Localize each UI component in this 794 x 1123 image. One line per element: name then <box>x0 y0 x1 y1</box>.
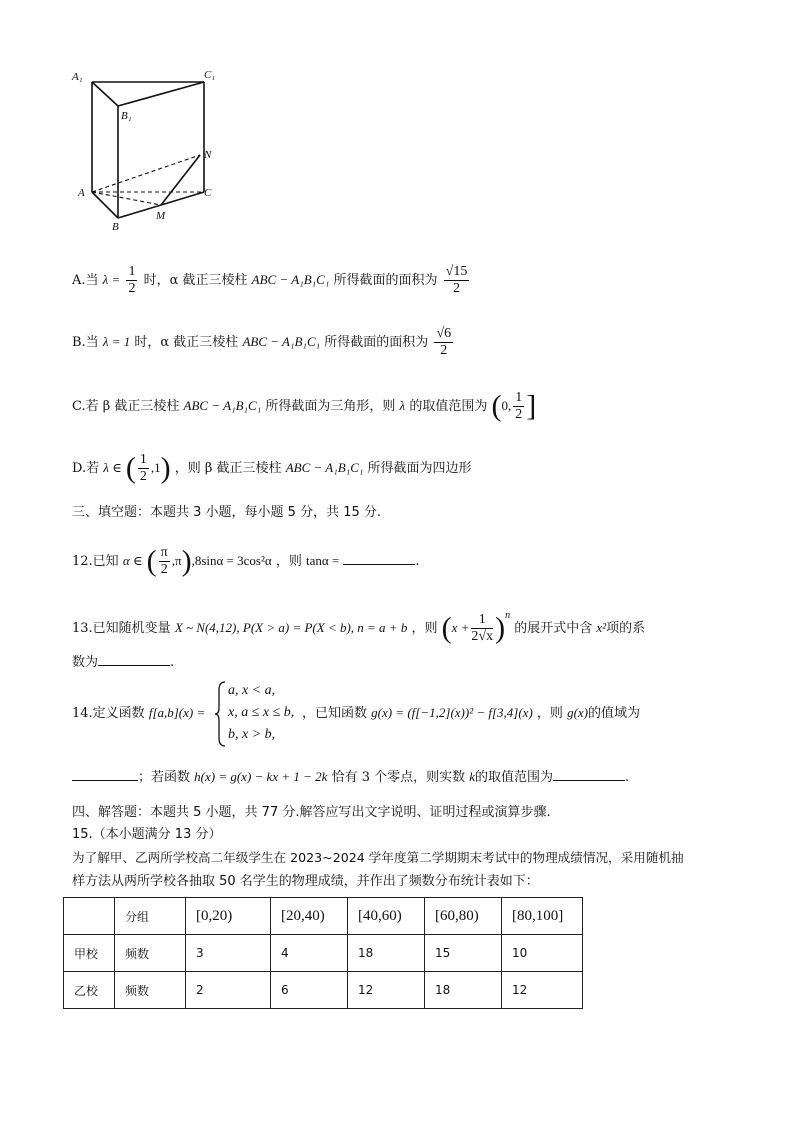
q14-line2a: ；若函数 <box>138 770 191 785</box>
q14-line2c: 的取值范围为 <box>475 770 554 785</box>
option-a-prism: ABC − A₁B₁C₁ <box>251 272 330 287</box>
q14-end: . <box>625 770 630 785</box>
q14-line2b: 恰有 3 个零点，则实数 <box>331 770 466 785</box>
q13-expr: X ~ N(4,12), P(X > a) = P(X < b), n = a + b <box>174 620 408 635</box>
option-d-close: ) <box>160 451 171 485</box>
option-c-lambda: λ <box>399 398 406 413</box>
option-b-answer: $\frac{√6}{2}$ <box>436 326 452 358</box>
q12-pi-right: ,π <box>171 553 182 568</box>
option-c-open: ( <box>491 389 502 423</box>
table-cell: 频数 <box>115 972 186 1009</box>
table-cell: 12 <box>348 972 425 1009</box>
option-b-prefix: B.当 <box>72 335 99 350</box>
q13-answer-blank[interactable] <box>98 651 170 666</box>
option-d-cond: λ ∈ <box>103 460 122 475</box>
option-c-prefix: C.若 β 截正三棱柱 <box>72 399 180 414</box>
table-cell: [80,100] <box>502 898 583 935</box>
q14-answer-blank-2[interactable] <box>553 766 625 781</box>
table-cell <box>64 898 115 935</box>
table-cell: 15 <box>425 935 502 972</box>
frequency-table <box>63 897 583 1009</box>
table-cell: 2 <box>186 972 271 1009</box>
q14-case2: x, a ≤ x ≤ b, <box>228 705 295 720</box>
option-b-cond: λ = 1 <box>102 334 131 349</box>
label-A1: A₁ <box>72 71 83 83</box>
q12-end: . <box>415 554 420 569</box>
q14-case3: b, x > b, <box>228 727 276 742</box>
q14-gdef: g(x) = (f[−1,2](x))² − f[3,4](x) <box>371 705 533 720</box>
table-cell: 6 <box>271 972 348 1009</box>
table-cell: [60,80) <box>425 898 502 935</box>
q13-term: x² <box>596 620 607 635</box>
option-a-answer: $\frac{√15}{2}$ <box>445 264 468 296</box>
q13-prefix: 13.已知随机变量 <box>72 621 171 636</box>
option-b-mid: 时，α 截正三棱柱 <box>134 335 239 350</box>
table-cell: 乙校 <box>64 972 115 1009</box>
option-a-frac: $\frac{1}{2}$ <box>128 264 136 296</box>
q13-open: ( <box>441 611 452 645</box>
q14-hdef: h(x) = g(x) − kx + 1 − 2k <box>194 769 328 784</box>
option-b-tail: 所得截面的面积为 <box>324 335 429 350</box>
option-d-prism: ABC − A₁B₁C₁ <box>285 460 364 475</box>
q15-title: 15.（本小题满分 13 分） <box>72 827 222 842</box>
table-cell: 4 <box>271 935 348 972</box>
q12-close: ) <box>181 544 192 578</box>
question-14 <box>72 703 205 724</box>
table-cell: 10 <box>502 935 583 972</box>
table-cell: 18 <box>425 972 502 1009</box>
option-a <box>72 264 471 297</box>
label-C1: C₁ <box>204 69 216 81</box>
q15-body-1: 为了解甲、乙两所学校高二年级学生在 2023~2024 学年度第二学期期末考试中的物理成绩情况，采用随机抽 <box>72 850 684 865</box>
option-a-mid: 时，α 截正三棱柱 <box>143 273 248 288</box>
label-M: M <box>156 210 166 222</box>
option-b <box>72 326 455 359</box>
question-13 <box>72 606 645 645</box>
q12-ask: tanα = <box>305 553 340 568</box>
section-3-heading: 三、填空题：本题共 3 小题，每小题 5 分，共 15 分. <box>72 505 382 520</box>
option-c-prism: ABC − A₁B₁C₁ <box>183 398 262 413</box>
table-cell: [0,20) <box>186 898 271 935</box>
q13-end: . <box>170 655 175 670</box>
q14-prefix: 14.定义函数 <box>72 706 145 721</box>
q14-answer-blank-1[interactable] <box>72 766 138 781</box>
q14-mid: ，已知函数 <box>302 706 368 721</box>
q13-mid: ，则 <box>411 621 438 636</box>
option-c-mid: 所得截面为三角形，则 <box>265 399 396 414</box>
table-cell: 分组 <box>115 898 186 935</box>
q13-close: ) <box>495 611 506 645</box>
q13-frac: $\frac{1}{2√x}$ <box>471 612 494 644</box>
option-c-tail: 的取值范围为 <box>409 399 488 414</box>
table-cell: 3 <box>186 935 271 972</box>
option-a-tail: 所得截面的面积为 <box>333 273 438 288</box>
table-row <box>64 972 583 1009</box>
q14-ask: g(x) <box>567 705 589 720</box>
q13-tail2: 项的系 <box>606 621 646 636</box>
q14-tail2: 的值域为 <box>588 706 641 721</box>
question-14-line2 <box>72 766 629 788</box>
option-a-lambda: λ = <box>102 272 121 287</box>
q13-x: x + <box>451 620 470 635</box>
label-B: B <box>112 221 119 233</box>
table-cell: [20,40) <box>271 898 348 935</box>
table-cell: 18 <box>348 935 425 972</box>
question-12 <box>72 545 420 578</box>
option-d-open: ( <box>125 451 136 485</box>
q12-eq: ,8sinα = 3cos²α <box>191 553 272 568</box>
option-d-tail: 所得截面为四边形 <box>367 461 472 476</box>
q12-alpha-in: α ∈ <box>122 553 143 568</box>
q14-cases <box>228 680 294 746</box>
q12-answer-blank[interactable] <box>343 550 415 565</box>
q13-tail1: 的展开式中含 <box>514 621 593 636</box>
question-14-right <box>302 703 640 724</box>
q12-prefix: 12.已知 <box>72 554 119 569</box>
q12-frac: $\frac{\pi}{2}$ <box>160 545 168 577</box>
label-N: N <box>204 149 212 161</box>
q14-tail: ，则 <box>536 706 563 721</box>
q14-k: k <box>469 769 476 784</box>
label-A: A <box>78 187 85 199</box>
q12-tail: ，则 <box>275 554 302 569</box>
option-d-prefix: D.若 <box>72 461 100 476</box>
q13-line2: 数为 <box>72 655 99 670</box>
question-13-line2 <box>72 651 174 673</box>
option-d-right: ,1 <box>150 460 161 475</box>
q14-case1: a, x < a, <box>228 683 276 698</box>
option-b-prism: ABC − A₁B₁C₁ <box>242 334 321 349</box>
option-c-frac: $\frac{1}{2}$ <box>515 390 523 422</box>
q12-open: ( <box>146 544 157 578</box>
option-a-prefix: A.当 <box>72 273 99 288</box>
q14-func: f[a,b](x) = <box>148 705 206 720</box>
label-C: C <box>204 187 212 199</box>
option-c-left: 0, <box>501 398 512 413</box>
option-c-close: ] <box>526 389 537 423</box>
option-d-frac: $\frac{1}{2}$ <box>139 452 147 484</box>
q14-brace <box>215 680 227 748</box>
option-d <box>72 452 472 485</box>
label-B1: B₁ <box>121 110 132 122</box>
table-header-row <box>64 898 583 935</box>
q15-body-2: 样方法从两所学校各抽取 50 名学生的物理成绩，并作出了频数分布统计表如下： <box>72 874 539 889</box>
table-cell: 频数 <box>115 935 186 972</box>
q13-power: n <box>505 610 511 621</box>
section-4-heading: 四、解答题：本题共 5 小题，共 77 分.解答应写出文字说明、证明过程或演算步骤. <box>72 805 551 820</box>
table-cell: [40,60) <box>348 898 425 935</box>
table-cell: 甲校 <box>64 935 115 972</box>
table-cell: 12 <box>502 972 583 1009</box>
table-row <box>64 935 583 972</box>
option-d-mid: ，则 β 截正三棱柱 <box>174 461 282 476</box>
option-c <box>72 390 536 423</box>
prism-figure <box>64 64 234 239</box>
